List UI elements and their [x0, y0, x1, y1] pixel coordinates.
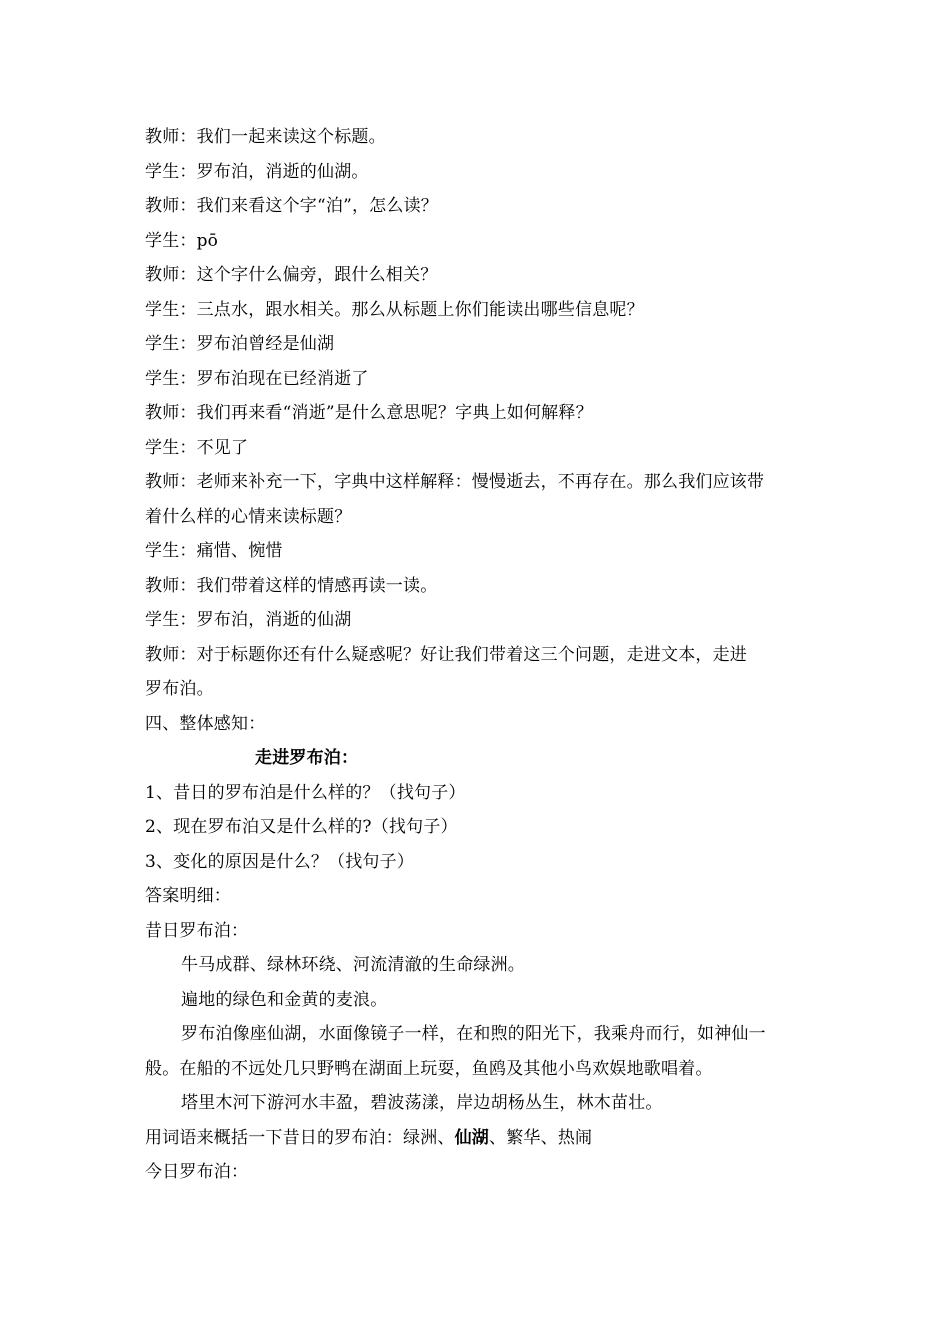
past-sentence: 牛马成群、绿林环绕、河流清澈的生命绿洲。 [181, 955, 525, 975]
summary-prefix: 用词语来概括一下昔日的罗布泊：绿洲、 [145, 1127, 455, 1148]
summary-line [145, 1121, 810, 1156]
question-item: 3、变化的原因是什么？（找句子） [145, 851, 415, 872]
past-title: 昔日罗布泊： [145, 920, 249, 941]
dialogue-line: 学生：三点水，跟水相关。那么从标题上你们能读出哪些信息呢？ [145, 299, 644, 320]
dialogue-line: 教师：我们来看这个字“泊”，怎么读？ [145, 196, 438, 216]
dialogue-line: 教师：我们一起来读这个标题。 [145, 127, 386, 147]
dialogue-line: 学生：罗布泊，消逝的仙湖 [145, 610, 352, 630]
section-title: 四、整体感知： [145, 713, 266, 734]
dialogue-line: 教师：我们再来看“消逝”是什么意思呢？字典上如何解释？ [145, 403, 593, 423]
summary-suffix: 、繁华、热闹 [489, 1127, 593, 1148]
dialogue-line: 教师：老师来补充一下，字典中这样解释：慢慢逝去，不再存在。那么我们应该带 [145, 472, 765, 492]
dialogue-line: 学生：罗布泊现在已经消逝了 [145, 368, 369, 389]
dialogue-line: 学生：不见了 [145, 437, 249, 458]
answer-title: 答案明细： [145, 886, 231, 906]
document-body [145, 120, 810, 1190]
dialogue-line: 教师：这个字什么偏旁，跟什么相关？ [145, 265, 438, 285]
summary-bold-word: 仙湖 [454, 1127, 490, 1148]
dialogue-line: 着什么样的心情来读标题？ [145, 506, 352, 527]
dialogue-line: 教师：对于标题你还有什么疑惑呢？好让我们带着这三个问题，走进文本，走进 [145, 644, 747, 665]
question-item: 2、现在罗布泊又是什么样的?（找句子） [145, 817, 458, 837]
past-sentence: 罗布泊像座仙湖，水面像镜子一样，在和煦的阳光下，我乘舟而行，如神仙一 [181, 1024, 766, 1044]
past-sentence: 遍地的绿色和金黄的麦浪。 [181, 989, 388, 1010]
dialogue-line: 教师：我们带着这样的情感再读一读。 [145, 575, 438, 596]
question-item: 1、昔日的罗布泊是什么样的？（找句子） [145, 782, 466, 803]
dialogue-line: 学生：pō [145, 230, 219, 251]
dialogue-line: 罗布泊。 [145, 679, 214, 699]
dialogue-line: 学生：罗布泊曾经是仙湖 [145, 334, 335, 354]
section-heading: 走进罗布泊： [255, 748, 359, 768]
dialogue-line: 学生：痛惜、惋惜 [145, 541, 283, 561]
past-sentence: 般。在船的不远处几只野鸭在湖面上玩耍，鱼鸥及其他小鸟欢娱地歌唱着。 [145, 1058, 713, 1079]
today-title: 今日罗布泊： [145, 1162, 249, 1182]
past-sentence: 塔里木河下游河水丰盈，碧波荡漾，岸边胡杨丛生，林木苗壮。 [181, 1093, 663, 1113]
dialogue-line: 学生：罗布泊，消逝的仙湖。 [145, 161, 369, 182]
